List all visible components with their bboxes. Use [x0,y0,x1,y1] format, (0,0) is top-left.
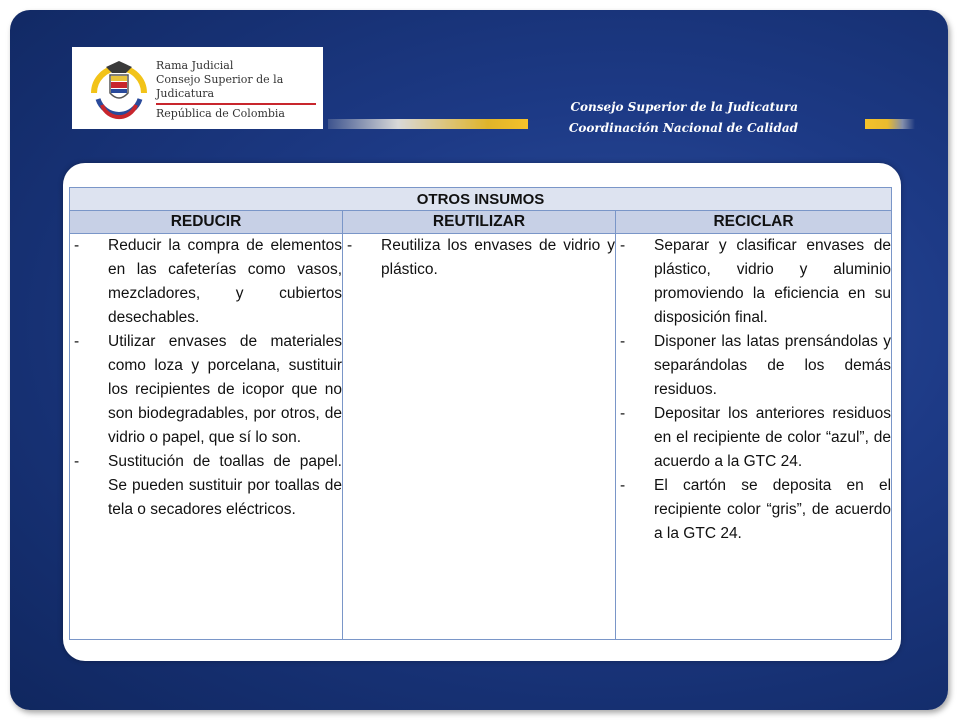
list-item [616,330,891,402]
list-item-text: Disponer las latas prensándolas y separándolas de los demás residuos. [654,333,892,398]
logo-line-consejo: Consejo Superior de la Judicatura [156,73,284,100]
reutilizar-cell [343,234,616,640]
column-header-reciclar: RECICLAR [616,211,892,234]
logo-text [156,59,323,121]
bullet-dash: - [347,237,353,254]
list-item [616,234,891,330]
column-header-reducir: REDUCIR [70,211,343,234]
reciclar-list [616,234,891,546]
bullet-dash: - [620,237,626,254]
header-line-coordinacion: Coordinación Nacional de Calidad [568,121,798,135]
list-item-text: Reducir la compra de elementos en las cafeterías como vasos, mezcladores, y cubiertos desechables. [108,237,342,326]
decorative-band-right [865,119,915,129]
bullet-dash: - [620,333,626,350]
list-item [70,330,342,450]
list-item [343,234,615,282]
content-panel [63,163,901,661]
header-text [569,97,798,139]
logo-divider [156,103,316,105]
list-item [616,402,891,474]
bullet-dash: - [74,453,80,470]
bullet-dash: - [74,237,80,254]
column-header-reutilizar: REUTILIZAR [343,211,616,234]
logo-line-republica: República de Colombia [156,107,285,120]
list-item [70,450,342,522]
list-item [616,474,891,546]
reciclar-cell [616,234,892,640]
list-item-text: Depositar los anteriores residuos en el recipiente de color “azul”, de acuerdo a la GTC 24. [654,405,892,470]
logo-line-rama: Rama Judicial [156,59,234,72]
list-item-text: El cartón se deposita en el recipiente color “gris”, de acuerdo a la GTC 24. [654,477,892,542]
slide-background [10,10,948,710]
institution-logo [72,47,323,129]
bullet-dash: - [74,333,80,350]
list-item [70,234,342,330]
bullet-dash: - [620,405,626,422]
bullet-dash: - [620,477,626,494]
reducir-cell [70,234,343,640]
list-item-text: Utilizar envases de materiales como loza y porcelana, sustituir los recipientes de icopor que no son biodegradables, por otros, de vidrio o papel, que sí lo son. [108,333,342,446]
reutilizar-list [343,234,615,282]
colombia-coat-of-arms-icon [86,53,152,123]
header-line-consejo: Consejo Superior de la Judicatura [570,100,798,114]
insumos-table [69,187,892,640]
decorative-band-left [328,119,528,129]
list-item-text: Sustitución de toallas de papel. Se pueden sustituir por toallas de tela o secadores eléctricos. [108,453,342,518]
table-title: OTROS INSUMOS [70,188,892,211]
reducir-list [70,234,342,522]
list-item-text: Separar y clasificar envases de plástico, vidrio y aluminio promoviendo la eficiencia en su disposición final. [654,237,892,326]
list-item-text: Reutiliza los envases de vidrio y plástico. [381,237,615,278]
